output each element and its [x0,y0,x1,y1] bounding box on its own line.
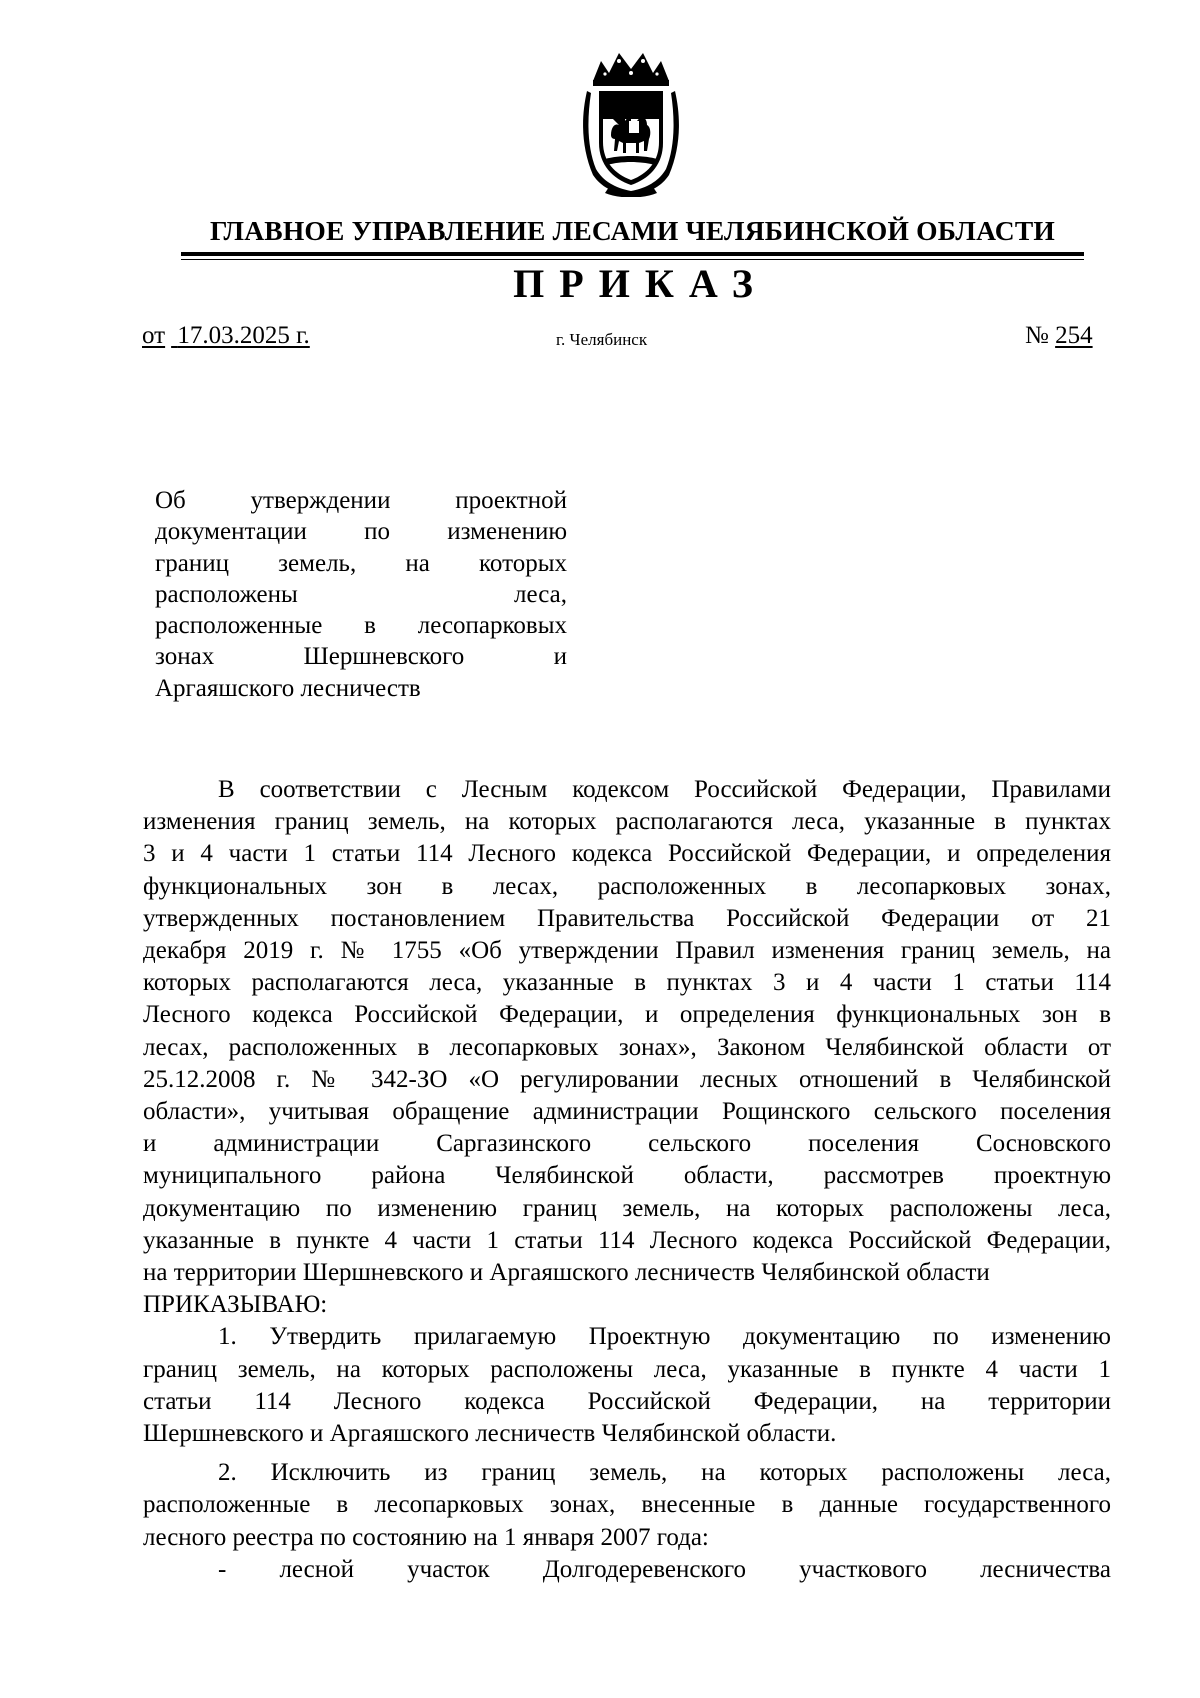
number-prefix: № [1025,322,1049,349]
item-1-line: Шершневского и Аргаяшского лесничеств Челябинской области. [143,1420,837,1448]
body-line: функциональных зон в лесах, расположенных в лесопарковых зонах, [143,872,1111,900]
order-subject [155,485,567,704]
body-line: утвержденных постановлением Правительства Российской Федерации от 21 [143,904,1111,932]
date-value: 17.03.2025 г. [177,322,310,349]
body-line: 25.12.2008 г. № 342-ЗО «О регулировании лесных отношений в Челябинской [143,1065,1111,1093]
body-line: 3 и 4 части 1 статьи 114 Лесного кодекса Российской Федерации, и определения [143,840,1111,868]
body-line: и администрации Саргазинского сельского поселения Сосновского [143,1130,1111,1158]
item-2-subitem-line: - лесной участок Долгодеревенского участкового лесничества [218,1555,1111,1583]
document-date [142,322,310,350]
subject-line: документации по изменению [155,518,567,546]
order-body [143,774,1111,1586]
subject-line: расположены леса, [155,580,567,608]
body-line: изменения границ земель, на которых располагаются леса, указанные в пунктах [143,808,1111,836]
organization-name: ГЛАВНОЕ УПРАВЛЕНИЕ ЛЕСАМИ ЧЕЛЯБИНСКОЙ ОБЛАСТИ [210,215,1055,246]
body-line: документацию по изменению границ земель, на которых расположены леса, [143,1194,1111,1222]
document-city: г. Челябинск [556,330,648,349]
item-2-line: 2. Исключить из границ земель, на которых расположены леса, [218,1459,1111,1487]
body-line: декабря 2019 г. № 1755 «Об утверждении Правил изменения границ земель, на [143,937,1111,965]
item-1-line: границ земель, на которых расположены леса, указанные в пункте 4 части 1 [143,1355,1111,1383]
document-type-title: ПРИКАЗ [513,261,768,306]
item-2-line: лесного реестра по состоянию на 1 января 2007 года: [143,1523,709,1551]
body-line: лесах, расположенных в лесопарковых зонах», Законом Челябинской области от [143,1033,1111,1061]
body-line: на территории Шершневского и Аргаяшского лесничеств Челябинской области [143,1259,990,1287]
body-line: Лесного кодекса Российской Федерации, и определения функциональных зон в [143,1001,1111,1029]
body-line: В соответствии с Лесным кодексом Российской Федерации, Правилами [218,776,1111,803]
body-line: указанные в пункте 4 части 1 статьи 114 Лесного кодекса Российской Федерации, [143,1226,1111,1254]
subject-line: Об утверждении проектной [155,487,567,514]
order-directive: ПРИКАЗЫВАЮ: [143,1291,328,1319]
item-1-line: статьи 114 Лесного кодекса Российской Федерации, на территории [143,1387,1111,1415]
header-divider-thick [181,252,1084,256]
subject-line: расположенные в лесопарковых [155,612,567,640]
subject-line: границ земель, на которых [155,549,567,577]
body-line: муниципального района Челябинской области, рассмотрев проектную [143,1162,1111,1190]
chelyabinsk-region-coat-of-arms-icon [579,47,683,197]
item-2-line: расположенные в лесопарковых зонах, внесенные в данные государственного [143,1491,1111,1519]
subject-line: зонах Шершневского и [155,643,567,671]
subject-line: Аргаяшского лесничеств [155,674,421,702]
date-prefix: от [142,322,166,349]
document-number [1025,322,1093,350]
number-value: 254 [1055,322,1093,349]
body-line: области», учитывая обращение администрации Рощинского сельского поселения [143,1098,1111,1126]
body-line: которых располагаются леса, указанные в пунктах 3 и 4 части 1 статьи 114 [143,969,1111,997]
item-1-line: 1. Утвердить прилагаемую Проектную документацию по изменению [218,1323,1111,1351]
